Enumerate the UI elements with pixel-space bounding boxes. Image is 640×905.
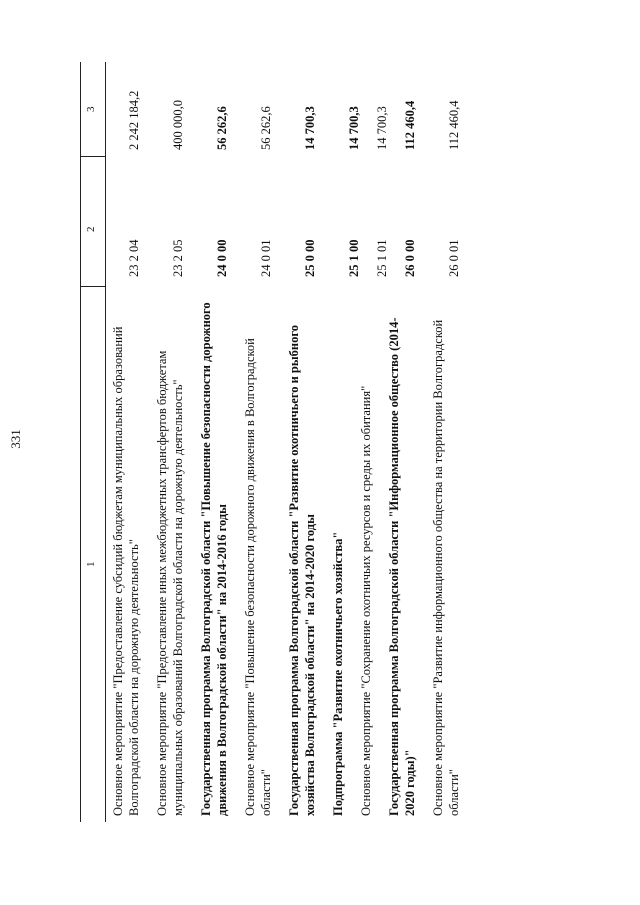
row-code: 25 1 00 <box>347 239 361 277</box>
row-code: 26 0 00 <box>403 239 417 277</box>
row-code: 23 2 05 <box>171 239 185 277</box>
row-name: Государственная программа Волгоградской области "Повышение безопасности дорожного движения в Волгоградской области" на 2014-2016 годы <box>199 302 229 816</box>
row-name: Основное мероприятие "Повышение безопасности дорожного движения в Волгоградской области" <box>243 338 273 816</box>
row-amount: 112 460,4 <box>447 100 461 150</box>
row-amount: 56 262,6 <box>259 106 273 150</box>
header-divider <box>81 286 105 287</box>
table-row <box>280 62 324 822</box>
row-amount: 14 700,3 <box>303 106 317 150</box>
row-name: Основное мероприятие "Сохранение охотничьих ресурсов и среды их обитания" <box>359 385 373 816</box>
table-row <box>236 62 280 822</box>
table-row <box>380 62 424 822</box>
row-name: Основное мероприятие "Предоставление иных межбюджетных трансфертов бюджетам муниципальных образований Волгоградской области на дорожную деятельность" <box>155 350 185 816</box>
table-row <box>104 62 148 822</box>
row-name: Основное мероприятие "Развитие информационного общества на территории Волгоградской области" <box>431 319 461 816</box>
row-code: 23 2 04 <box>127 239 141 277</box>
header-col-3: 3 <box>85 106 97 112</box>
row-amount: 14 700,3 <box>375 106 389 150</box>
row-amount: 400 000,0 <box>171 100 185 150</box>
header-col-1: 1 <box>85 561 97 567</box>
table-row <box>352 62 389 822</box>
row-name: Государственная программа Волгоградской области "Развитие охотничьего и рыбного хозяйства Волгоградской области" на 2014-2020 годы <box>287 325 317 816</box>
row-code: 24 0 00 <box>215 239 229 277</box>
table-body <box>104 62 468 822</box>
table-header <box>80 62 106 822</box>
header-col-2: 2 <box>85 226 97 232</box>
row-code: 24 0 01 <box>259 239 273 277</box>
table-row <box>424 62 468 822</box>
row-amount: 112 460,4 <box>403 100 417 150</box>
table-row <box>192 62 236 822</box>
row-name: Государственная программа Волгоградской области "Информационное общество (2014-2020 годы)" <box>387 317 417 816</box>
row-amount: 2 242 184,2 <box>127 90 141 150</box>
row-code: 25 0 00 <box>303 239 317 277</box>
row-name: Подпрограмма "Развитие охотничьего хозяйства" <box>331 531 345 816</box>
row-code: 26 0 01 <box>447 239 461 277</box>
row-name: Основное мероприятие "Предоставление субсидий бюджетам муниципальных образований Волгоградской области на дорожную деятельность" <box>111 326 141 816</box>
table-row <box>148 62 192 822</box>
header-divider <box>81 156 105 157</box>
budget-table <box>80 62 590 822</box>
row-code: 25 1 01 <box>375 239 389 277</box>
table-row <box>324 62 361 822</box>
row-amount: 14 700,3 <box>347 106 361 150</box>
page-number: 331 <box>8 429 23 449</box>
row-amount: 56 262,6 <box>215 106 229 150</box>
